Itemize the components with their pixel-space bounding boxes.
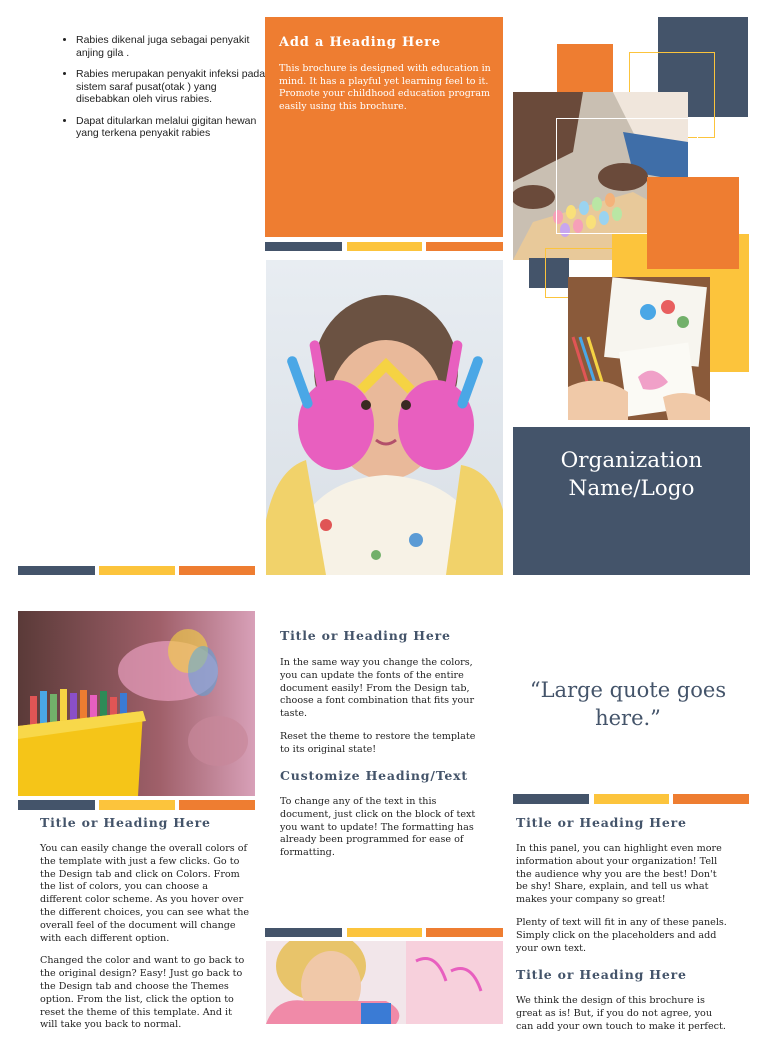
bullet-item: • Dapat ditularkan melalui gigitan hewan yang terkena penyakit rabies bbox=[76, 115, 271, 140]
color-bar-navy bbox=[18, 800, 95, 810]
decor-square-orange-2 bbox=[647, 177, 739, 269]
color-bar-yellow bbox=[99, 800, 175, 810]
color-bar-navy bbox=[18, 566, 95, 575]
color-bar-orange bbox=[426, 928, 503, 937]
child-portrait-photo bbox=[266, 941, 503, 1024]
child-painted-hands-photo bbox=[266, 260, 503, 575]
color-bar-yellow bbox=[347, 242, 422, 251]
color-bar-yellow bbox=[594, 794, 669, 804]
right-panel-heading-2: Title or Heading Here bbox=[516, 967, 687, 982]
customize-heading: Customize Heading/Text bbox=[280, 768, 468, 783]
color-bar-yellow bbox=[99, 566, 175, 575]
bullet-item: • Rabies dikenal juga sebagai penyakit anjing gila . bbox=[76, 34, 271, 59]
color-bar-yellow bbox=[347, 928, 422, 937]
paragraph: Changed the color and want to go back to the original design? Easy! Just go back to the Design tab and choose the Themes option. From the list, click the option to reset the theme of this template. And it will take you back to normal. bbox=[40, 955, 245, 1031]
customize-body bbox=[280, 796, 483, 870]
paragraph: In this panel, you can highlight even more information about your organization! Tell the audience why you are the best! Don't be shy! Share, explain, and tell us what makes your company so great! bbox=[516, 843, 722, 906]
rabies-bullet-list bbox=[58, 34, 271, 149]
orange-box-text: This brochure is designed with education in mind. It has a playful yet learning feel to it. Promote your childhood education program easily using this brochure. bbox=[279, 63, 491, 112]
left-panel-heading: Title or Heading Here bbox=[40, 815, 211, 830]
color-bar-navy bbox=[513, 794, 589, 804]
orange-box-heading: Add a Heading Here bbox=[279, 35, 441, 50]
decor-square-orange bbox=[557, 44, 613, 96]
color-bar-orange bbox=[179, 800, 255, 810]
color-bar-orange bbox=[179, 566, 255, 575]
middle-panel-heading: Title or Heading Here bbox=[280, 628, 451, 643]
paragraph: You can easily change the overall colors of the template with just a few clicks. Go to the Design tab and click on Colors. From the list of colors, you can choose a different color scheme. As you hover over the different choices, you can see what the overall feel of the document will change with each different option. bbox=[40, 843, 250, 944]
paragraph: To change any of the text in this document, just click on the block of text you want to update! The formatting has already been programmed for ease of formatting. bbox=[280, 796, 476, 859]
right-panel-body bbox=[516, 843, 731, 965]
right-panel-body-2 bbox=[516, 995, 731, 1043]
large-quote: “Large quote goes here.” bbox=[529, 678, 727, 730]
paragraph: We think the design of this brochure is great as is! But, if you do not agree, you can add your own touch to make it perfect. bbox=[516, 995, 726, 1032]
bullet-item: • Rabies merupakan penyakit infeksi pada sistem saraf pusat(otak ) yang disebabkan oleh virus rabies. bbox=[76, 68, 271, 106]
color-bar-orange bbox=[426, 242, 503, 251]
orange-heading-box bbox=[265, 17, 503, 237]
paragraph: Plenty of text will fit in any of these panels. Simply click on the placeholders and add your own text. bbox=[516, 916, 727, 954]
right-panel-heading: Title or Heading Here bbox=[516, 815, 687, 830]
paragraph: Reset the theme to restore the template to its original state! bbox=[280, 730, 476, 755]
organization-logo-box bbox=[513, 427, 750, 575]
organization-name: Organization Name/Logo bbox=[560, 448, 703, 501]
left-panel-body bbox=[40, 843, 252, 1042]
crayons-box-photo bbox=[18, 611, 255, 796]
children-drawing-photo bbox=[568, 277, 710, 420]
color-bar-navy bbox=[265, 242, 342, 251]
color-bar-navy bbox=[265, 928, 342, 937]
middle-panel-body bbox=[280, 657, 483, 767]
paragraph: In the same way you change the colors, you can update the fonts of the entire document easily! From the Design tab, choose a font combination that fits your taste. bbox=[280, 657, 475, 720]
color-bar-orange bbox=[673, 794, 749, 804]
